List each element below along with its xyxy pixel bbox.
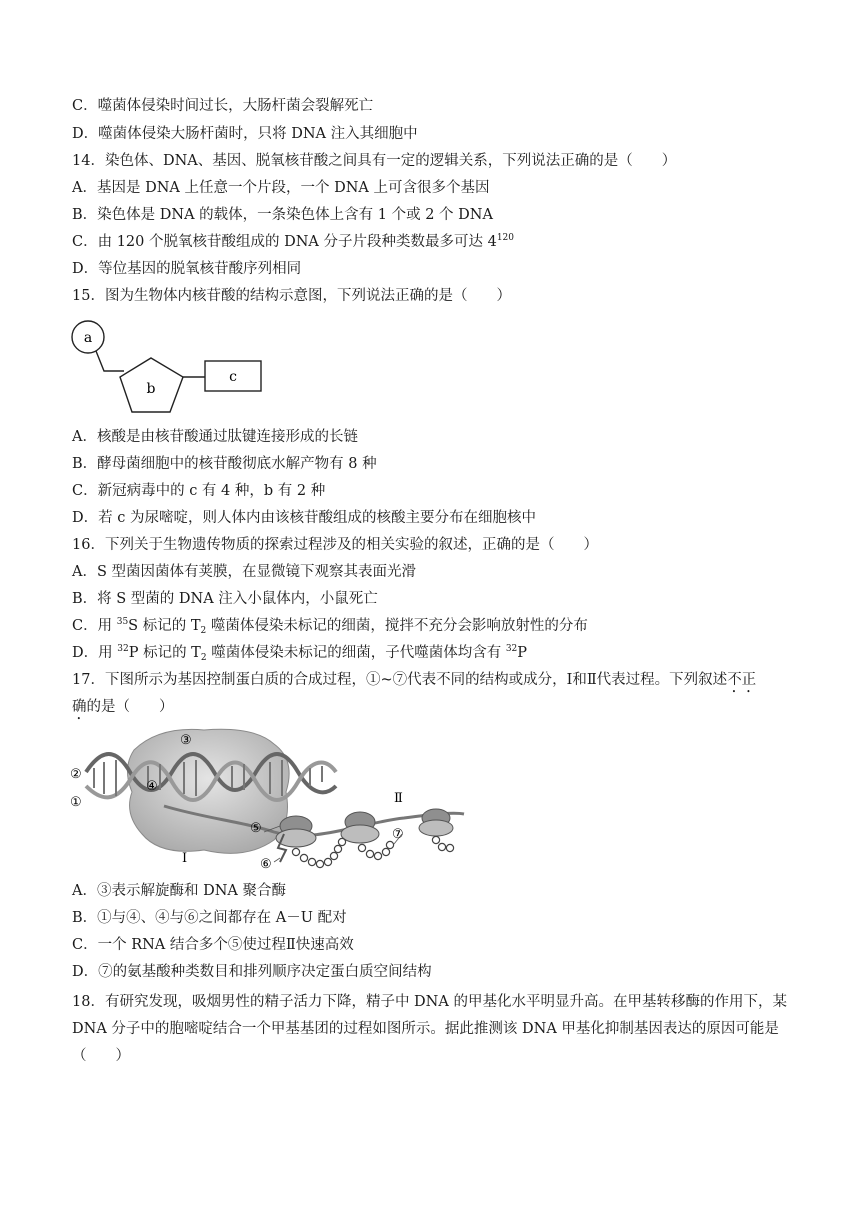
ribosome-2 bbox=[341, 812, 379, 843]
q16-option-c: C．用 $^{35}$S 标记的 $T_2$ 噬菌体侵染未标记的细菌，搅拌不充分会影响放射性的分布 bbox=[72, 617, 588, 636]
label-3: ③ bbox=[180, 733, 192, 748]
polypeptide-chain-3 bbox=[432, 836, 453, 851]
label-1: ① bbox=[70, 795, 82, 810]
label-a: a bbox=[83, 330, 93, 346]
q16-option-a: A．S 型菌因菌体有荚膜，在显微镜下观察其表面光滑 bbox=[72, 564, 417, 580]
label-b: b bbox=[146, 381, 156, 397]
q16-option-b: B．将 S 型菌的 DNA 注入小鼠体内，小鼠死亡 bbox=[72, 591, 378, 607]
q16-option-d: D．用 $^{32}$P 标记的 $T_2$ 噬菌体侵染未标记的细菌，子代噬菌体均含有 $^{32}$P bbox=[72, 644, 528, 663]
gene-expression-diagram bbox=[64, 722, 474, 874]
q14-stem: 14．染色体、DNA、基因、脱氧核苷酸之间具有一定的逻辑关系，下列说法正确的是（ ） bbox=[72, 153, 677, 169]
q17-stem-line2: 确的是（ ） bbox=[72, 699, 174, 715]
ribosome-3 bbox=[419, 809, 453, 836]
q15-option-a: A．核酸是由核苷酸通过肽键连接形成的长链 bbox=[72, 429, 358, 445]
q14-option-b: B．染色体是 DNA 的载体，一条染色体上含有 1 个或 2 个 DNA bbox=[72, 207, 493, 223]
q16-stem: 16．下列关于生物遗传物质的探索过程涉及的相关实验的叙述，正确的是（ ） bbox=[72, 537, 598, 553]
q13-option-c: C．噬菌体侵染时间过长，大肠杆菌会裂解死亡 bbox=[72, 98, 374, 114]
label-5: ⑤ bbox=[250, 821, 262, 836]
label-4: ④ bbox=[146, 779, 158, 794]
q14-option-d: D．等位基因的脱氧核苷酸序列相同 bbox=[72, 261, 302, 277]
emphasis-correct: 确 bbox=[72, 699, 87, 715]
label-2: ② bbox=[70, 767, 82, 782]
link-a-b bbox=[96, 351, 124, 371]
q13-option-d: D．噬菌体侵染大肠杆菌时，只将 DNA 注入其细胞中 bbox=[72, 126, 418, 142]
q17-option-c: C．一个 RNA 结合多个⑤使过程Ⅱ快速高效 bbox=[72, 937, 354, 953]
polypeptide-chain-2 bbox=[358, 841, 393, 859]
nucleotide-diagram bbox=[66, 318, 276, 423]
q17-stem-line1: 17．下图所示为基因控制蛋白质的合成过程，①~⑦代表不同的结构或成分，Ⅰ和Ⅱ代表过程。下列叙述不正 bbox=[72, 672, 757, 688]
q14-option-a: A．基因是 DNA 上任意一个片段，一个 DNA 上可含很多个基因 bbox=[72, 180, 490, 196]
process-1-label: Ⅰ bbox=[182, 851, 188, 866]
q15-stem: 15．图为生物体内核苷酸的结构示意图，下列说法正确的是（ ） bbox=[72, 288, 511, 304]
exponent: 120 bbox=[496, 233, 515, 243]
label-6: ⑥ bbox=[260, 857, 272, 872]
q15-option-b: B．酵母菌细胞中的核苷酸彻底水解产物有 8 种 bbox=[72, 456, 377, 472]
q17-option-b: B．①与④、④与⑥之间都存在 A－U 配对 bbox=[72, 910, 347, 926]
q15-option-d: D．若 c 为尿嘧啶，则人体内由该核苷酸组成的核酸主要分布在细胞核中 bbox=[72, 510, 536, 526]
q14-option-c: C．由 120 个脱氧核苷酸组成的 DNA 分子片段种类数最多可达 $4^{120}$ bbox=[72, 233, 515, 250]
label-7: ⑦ bbox=[392, 827, 404, 842]
process-2-label: Ⅱ bbox=[394, 791, 403, 806]
q17-option-d: D．⑦的氨基酸种类数目和排列顺序决定蛋白质空间结构 bbox=[72, 964, 432, 980]
label-c: c bbox=[229, 369, 237, 385]
emphasis-not: 不正 bbox=[727, 672, 757, 688]
q15-option-c: C．新冠病毒中的 c 有 4 种，b 有 2 种 bbox=[72, 483, 326, 499]
ribosome-1 bbox=[276, 816, 316, 847]
q18-stem: 18．有研究发现，吸烟男性的精子活力下降，精子中 DNA 的甲基化水平明显升高。在甲基转移酶的作用下，某 DNA 分子中的胞嘧啶结合一个甲基基团的过程如图所示。据此推测该 DNA 甲基化抑制基因表达的原因可能是（ ） bbox=[72, 994, 787, 1064]
q17-option-a: A．③表示解旋酶和 DNA 聚合酶 bbox=[72, 883, 286, 899]
